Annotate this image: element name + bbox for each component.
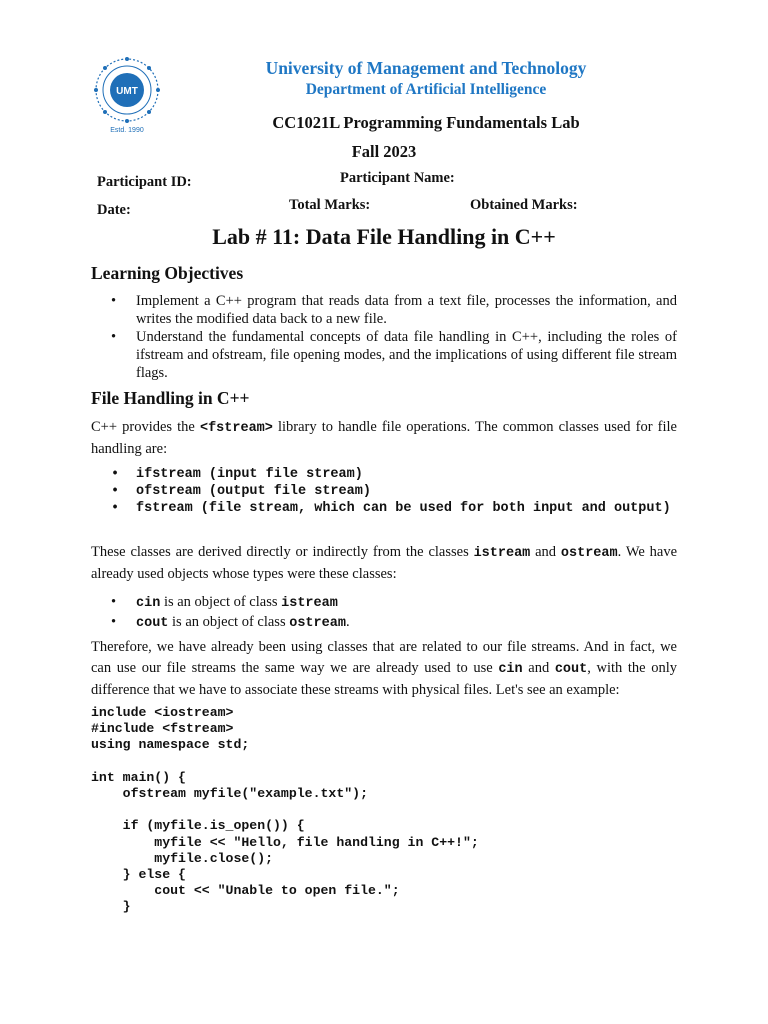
learning-objectives-list: [91, 292, 677, 382]
code-line: cout << "Unable to open file.";: [91, 883, 400, 899]
lab-title: Lab # 11: Data File Handling in C++: [212, 224, 556, 249]
inline-code: <fstream>: [199, 421, 273, 436]
code-line: ofstream myfile("example.txt");: [91, 786, 368, 802]
objective-text: Understand the fundamental concepts of data file handling in C++, including the roles of ifstream and ofstream, file opening modes, and the implications of using different file stream flags.: [136, 329, 677, 381]
class-item: • fstream (file stream, which can be used for both input and output): [111, 501, 671, 516]
class-item: • ofstream (output file stream): [111, 484, 371, 499]
objective-item: • Understand the fundamental concepts of data file handling in C++, including the roles of ifstream and ofstream, file opening modes, and the implications of using different file stream flags.: [111, 329, 677, 381]
date-label: Date:: [97, 202, 131, 218]
fstream-intro: C++ provides the <fstream> library to handle file operations. The common classes used for file handling are:: [91, 419, 677, 457]
code-line: include <iostream>: [91, 705, 234, 720]
code-line: if (myfile.is_open()) {: [91, 818, 305, 834]
file-handling-heading: File Handling in C++: [91, 388, 250, 408]
stream-class-list: [91, 466, 677, 517]
code-line: myfile.close();: [91, 850, 274, 866]
participant-name-label: Participant Name:: [340, 170, 455, 186]
logo-estd: Estd. 1990: [110, 127, 144, 134]
university-name: University of Management and Technology: [265, 58, 587, 78]
therefore-paragraph: Therefore, we have already been using classes that are related to our file streams. And in fact, we can use our file streams the same way we are already used to use cin and cout, with the only difference that we have to associate these streams with physical files. Let's see an example:: [91, 639, 678, 698]
code-example: [91, 705, 479, 916]
code-line: #include <fstream>: [91, 721, 234, 737]
code-line: } else {: [91, 867, 186, 883]
code-line: }: [91, 899, 131, 915]
objective-text: Implement a C++ program that reads data from a text file, processes the information, and writes the modified data back to a new file.: [136, 293, 677, 327]
logo-initials: UMT: [116, 86, 138, 97]
objective-item: • Implement a C++ program that reads data from a text file, processes the information, and writes the modified data back to a new file.: [111, 293, 677, 327]
obtained-marks-label: Obtained Marks:: [470, 197, 578, 213]
course-title: CC1021L Programming Fundamentals Lab: [272, 113, 580, 132]
department-name: Department of Artificial Intelligence: [305, 81, 547, 98]
class-item: • ifstream (input file stream): [111, 467, 363, 482]
code-line: myfile << "Hello, file handling in C++!";: [91, 834, 479, 850]
total-marks-label: Total Marks:: [289, 197, 371, 213]
semester: Fall 2023: [351, 142, 417, 161]
learning-objectives-heading: Learning Objectives: [91, 263, 244, 283]
object-item: • cout is an object of class ostream.: [111, 614, 350, 631]
code-line: int main() {: [91, 769, 186, 785]
participant-id-label: Participant ID:: [97, 174, 192, 190]
derived-classes-paragraph: These classes are derived directly or indirectly from the classes istream and ostream. We have already used objects whose types were these classes:: [91, 544, 677, 582]
object-item: • cin is an object of class istream: [111, 594, 338, 611]
code-line: using namespace std;: [91, 737, 250, 753]
stream-object-list: [91, 593, 677, 633]
